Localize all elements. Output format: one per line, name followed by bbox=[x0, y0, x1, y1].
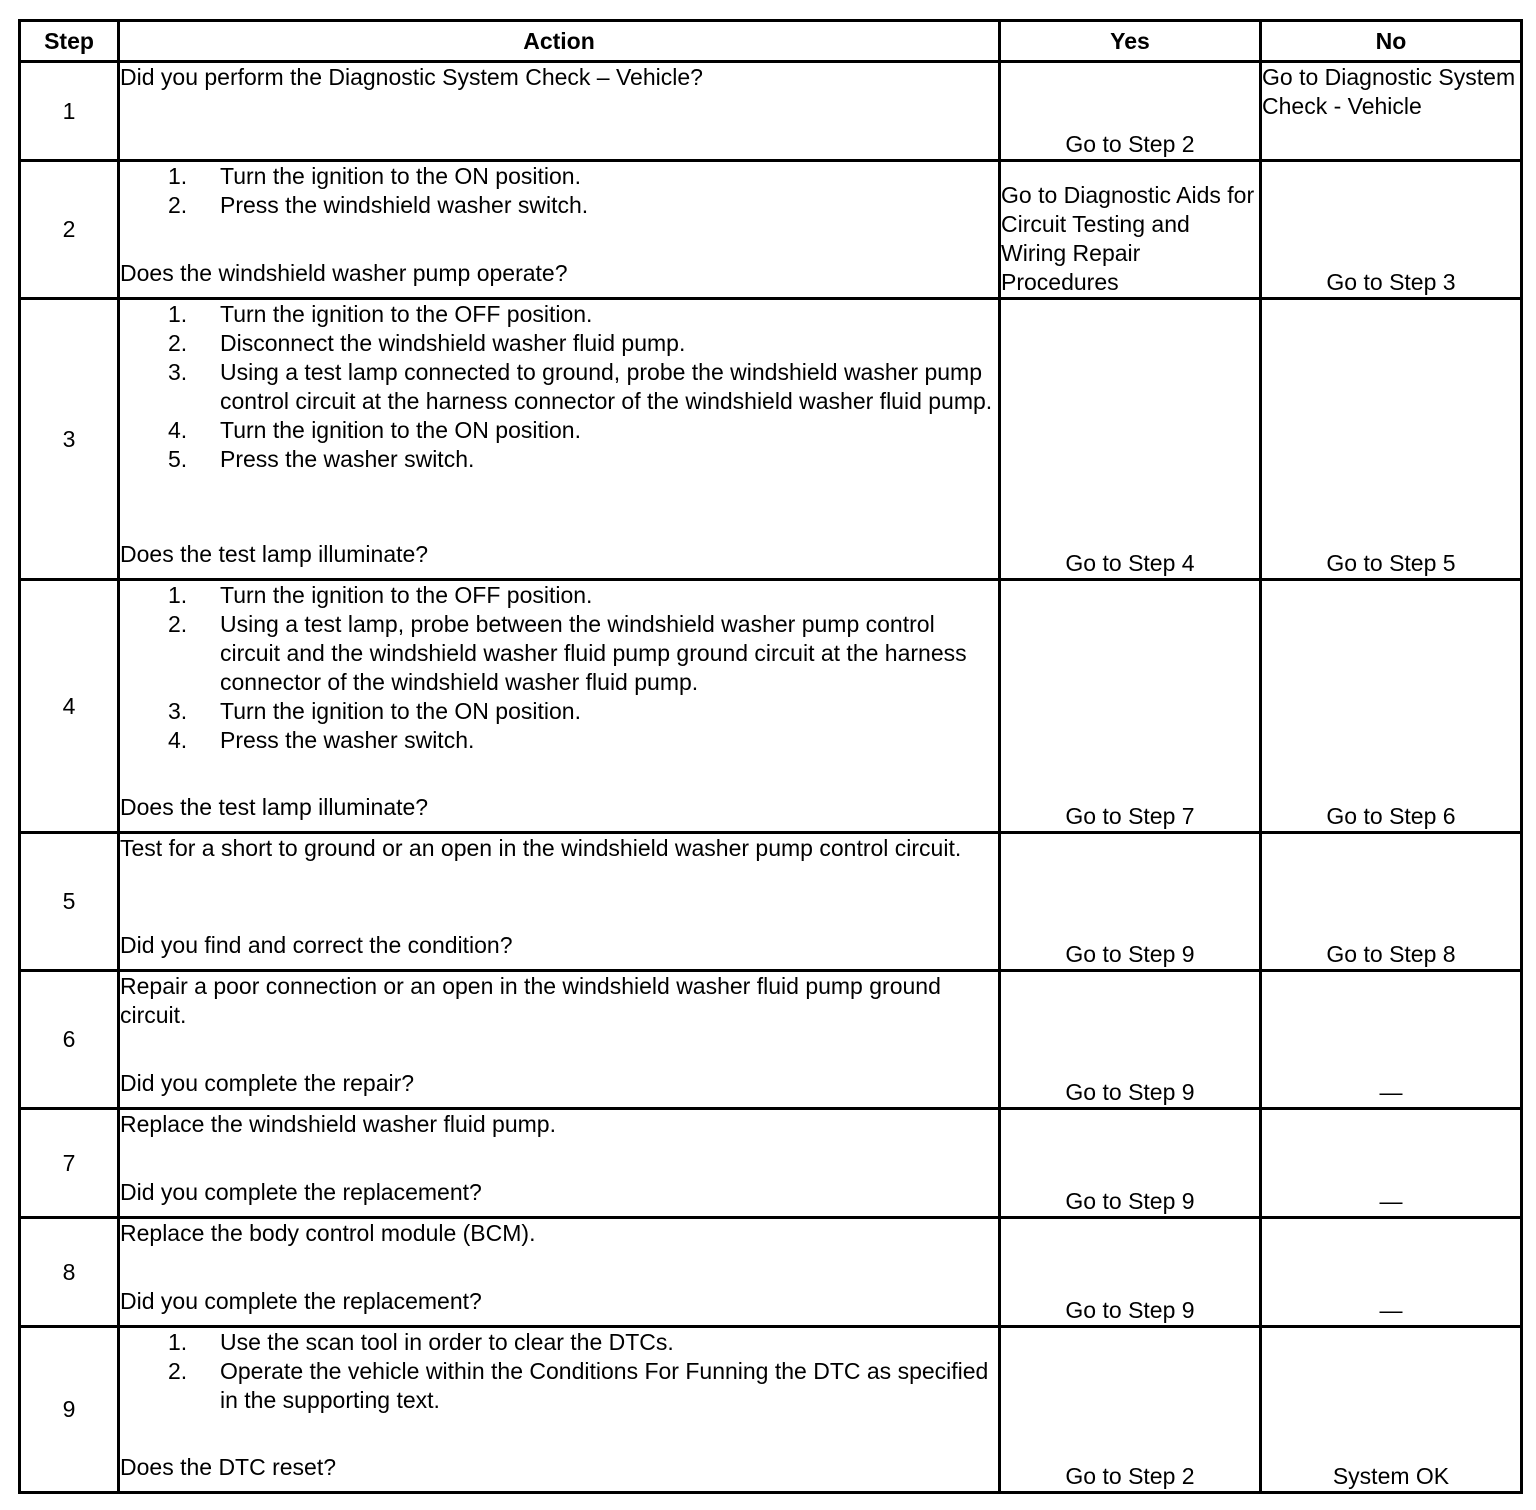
no-cell: Go to Diagnostic System Check - Vehicle bbox=[1261, 62, 1522, 161]
table-header-row bbox=[20, 21, 1522, 62]
yes-cell: Go to Step 4 bbox=[1000, 299, 1261, 580]
step-number: 4 bbox=[20, 580, 119, 833]
instruction-list bbox=[120, 581, 998, 755]
list-item-number: 1. bbox=[168, 301, 188, 327]
list-item-text: Use the scan tool in order to clear the DTCs. bbox=[220, 1329, 674, 1355]
list-item-text: Press the washer switch. bbox=[220, 727, 475, 753]
yes-cell: Go to Step 9 bbox=[1000, 1218, 1261, 1327]
yes-cell: Go to Step 2 bbox=[1000, 62, 1261, 161]
yes-cell: Go to Step 9 bbox=[1000, 1109, 1261, 1218]
list-item bbox=[168, 445, 998, 474]
list-item bbox=[168, 581, 998, 610]
table-row bbox=[20, 971, 1522, 1109]
list-item-number: 3. bbox=[168, 698, 188, 724]
header-action: Action bbox=[119, 21, 1000, 62]
list-item-number: 3. bbox=[168, 359, 188, 385]
list-item-text: Turn the ignition to the ON position. bbox=[220, 698, 581, 724]
no-cell: — bbox=[1261, 1218, 1522, 1327]
list-item bbox=[168, 358, 998, 416]
header-yes: Yes bbox=[1000, 21, 1261, 62]
action-cell bbox=[119, 299, 1000, 580]
list-item-text: Turn the ignition to the ON position. bbox=[220, 163, 581, 189]
list-item-number: 5. bbox=[168, 446, 188, 472]
list-item-number: 2. bbox=[168, 192, 188, 218]
list-item-number: 1. bbox=[168, 163, 188, 189]
table-row bbox=[20, 833, 1522, 971]
action-cell bbox=[119, 1109, 1000, 1218]
list-item bbox=[168, 1328, 998, 1357]
header-no: No bbox=[1261, 21, 1522, 62]
diagnostic-table bbox=[18, 19, 1523, 1494]
list-item-text: Turn the ignition to the OFF position. bbox=[220, 582, 593, 608]
no-cell: Go to Step 3 bbox=[1261, 161, 1522, 299]
no-cell: System OK bbox=[1261, 1327, 1522, 1493]
list-item bbox=[168, 300, 998, 329]
list-item bbox=[168, 191, 998, 220]
table-row bbox=[20, 580, 1522, 833]
action-text: Replace the windshield washer fluid pump. bbox=[120, 1111, 556, 1137]
no-cell: — bbox=[1261, 971, 1522, 1109]
list-item bbox=[168, 697, 998, 726]
step-number: 9 bbox=[20, 1327, 119, 1493]
no-cell: Go to Step 8 bbox=[1261, 833, 1522, 971]
step-number: 7 bbox=[20, 1109, 119, 1218]
list-item bbox=[168, 726, 998, 755]
table-row bbox=[20, 62, 1522, 161]
list-item-text: Disconnect the windshield washer fluid pump. bbox=[220, 330, 686, 356]
action-text: Did you perform the Diagnostic System Check – Vehicle? bbox=[120, 64, 703, 90]
action-question: Did you complete the replacement? bbox=[120, 1179, 482, 1205]
table-row bbox=[20, 299, 1522, 580]
action-cell bbox=[119, 62, 1000, 161]
list-item bbox=[168, 1357, 998, 1415]
list-item-number: 1. bbox=[168, 582, 188, 608]
instruction-list bbox=[120, 300, 998, 474]
instruction-list bbox=[120, 162, 998, 220]
list-item-number: 2. bbox=[168, 611, 188, 637]
action-cell bbox=[119, 1218, 1000, 1327]
step-number: 2 bbox=[20, 161, 119, 299]
action-text: Replace the body control module (BCM). bbox=[120, 1220, 536, 1246]
yes-cell: Go to Step 9 bbox=[1000, 971, 1261, 1109]
no-cell: — bbox=[1261, 1109, 1522, 1218]
yes-cell: Go to Diagnostic Aids for Circuit Testing and Wiring Repair Procedures bbox=[1000, 161, 1261, 299]
list-item-number: 4. bbox=[168, 727, 188, 753]
action-question: Did you complete the repair? bbox=[120, 1070, 415, 1096]
action-question: Does the test lamp illuminate? bbox=[120, 794, 429, 820]
yes-cell: Go to Step 7 bbox=[1000, 580, 1261, 833]
step-number: 1 bbox=[20, 62, 119, 161]
list-item-text: Using a test lamp, probe between the windshield washer pump control circuit and the windshield washer fluid pump ground circuit at the harness connector of the windshield washer fluid pump. bbox=[220, 611, 967, 695]
action-text: Test for a short to ground or an open in the windshield washer pump control circuit. bbox=[120, 835, 962, 861]
list-item-number: 4. bbox=[168, 417, 188, 443]
list-item-text: Press the windshield washer switch. bbox=[220, 192, 589, 218]
list-item bbox=[168, 610, 998, 697]
table-row bbox=[20, 1218, 1522, 1327]
list-item bbox=[168, 416, 998, 445]
no-cell: Go to Step 6 bbox=[1261, 580, 1522, 833]
step-number: 6 bbox=[20, 971, 119, 1109]
table-row bbox=[20, 1327, 1522, 1493]
action-cell bbox=[119, 161, 1000, 299]
action-cell bbox=[119, 580, 1000, 833]
table-row bbox=[20, 1109, 1522, 1218]
header-step: Step bbox=[20, 21, 119, 62]
list-item-text: Turn the ignition to the OFF position. bbox=[220, 301, 593, 327]
table-row bbox=[20, 161, 1522, 299]
instruction-list bbox=[120, 1328, 998, 1415]
list-item bbox=[168, 162, 998, 191]
step-number: 3 bbox=[20, 299, 119, 580]
action-cell bbox=[119, 833, 1000, 971]
yes-cell: Go to Step 2 bbox=[1000, 1327, 1261, 1493]
action-cell bbox=[119, 971, 1000, 1109]
list-item bbox=[168, 329, 998, 358]
list-item-text: Press the washer switch. bbox=[220, 446, 475, 472]
list-item-number: 2. bbox=[168, 1358, 188, 1384]
step-number: 8 bbox=[20, 1218, 119, 1327]
list-item-text: Turn the ignition to the ON position. bbox=[220, 417, 581, 443]
action-question: Did you complete the replacement? bbox=[120, 1288, 482, 1314]
action-cell bbox=[119, 1327, 1000, 1493]
yes-cell: Go to Step 9 bbox=[1000, 833, 1261, 971]
step-number: 5 bbox=[20, 833, 119, 971]
action-question: Does the DTC reset? bbox=[120, 1454, 337, 1480]
action-question: Does the windshield washer pump operate? bbox=[120, 260, 568, 286]
action-question: Did you find and correct the condition? bbox=[120, 932, 513, 958]
list-item-number: 2. bbox=[168, 330, 188, 356]
no-cell: Go to Step 5 bbox=[1261, 299, 1522, 580]
action-question: Does the test lamp illuminate? bbox=[120, 541, 429, 567]
list-item-number: 1. bbox=[168, 1329, 188, 1355]
list-item-text: Using a test lamp connected to ground, probe the windshield washer pump control circuit at the harness connector of the windshield washer fluid pump. bbox=[220, 359, 993, 414]
list-item-text: Operate the vehicle within the Conditions For Funning the DTC as specified in the supporting text. bbox=[220, 1358, 989, 1413]
action-text: Repair a poor connection or an open in the windshield washer fluid pump ground circuit. bbox=[120, 973, 941, 1028]
